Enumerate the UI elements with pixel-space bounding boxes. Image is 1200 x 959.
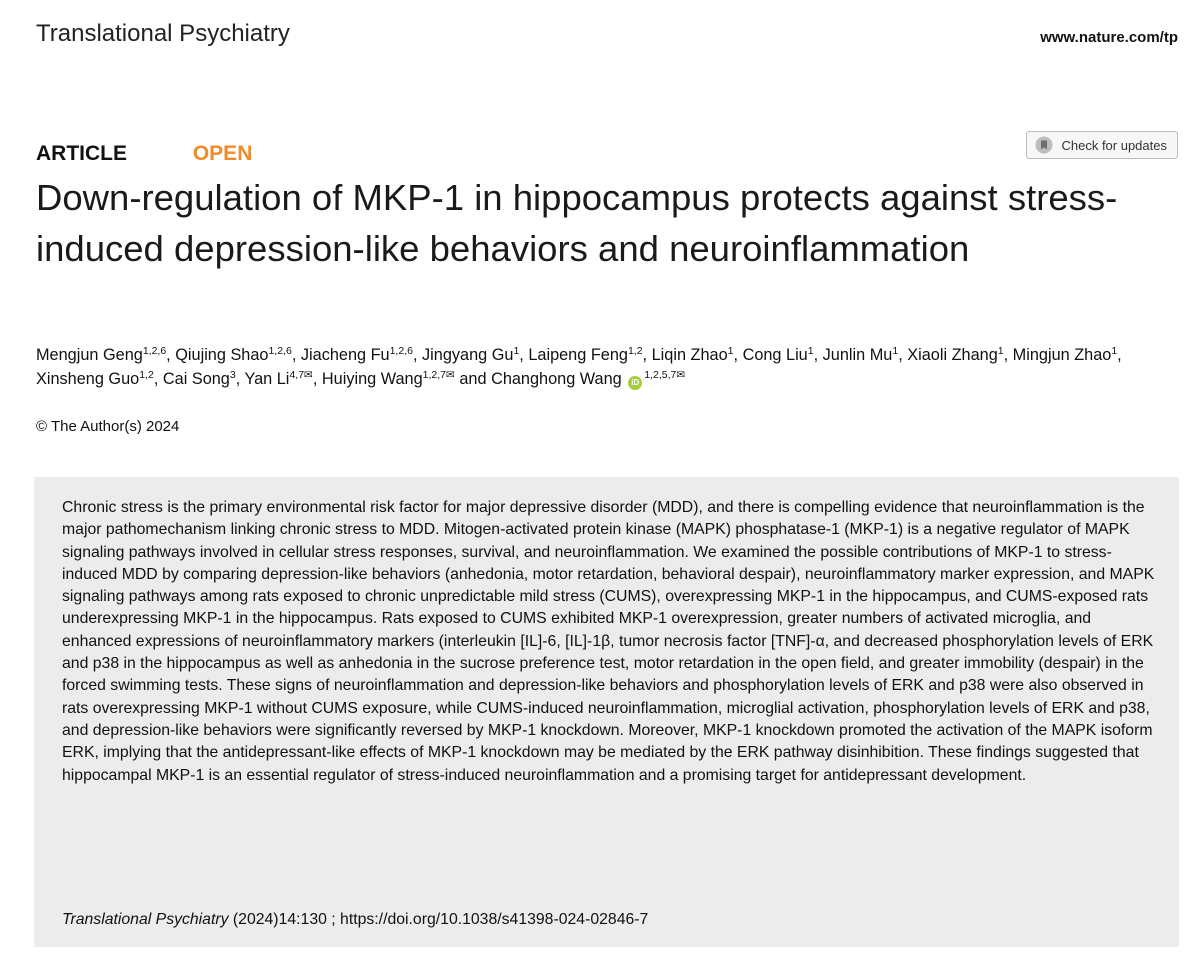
author[interactable]: Laipeng Feng$^{1,2}$ [528, 345, 643, 364]
author[interactable]: Xiaoli Zhang$^1$ [907, 345, 1004, 364]
citation-details[interactable]: (2024)14:130 ; https://doi.org/10.1038/s41398-024-02846-7 [228, 911, 649, 928]
orcid-icon[interactable]: iD [628, 376, 642, 390]
author[interactable]: Cong Liu$^1$ [742, 345, 814, 364]
author[interactable]: Junlin Mu$^1$ [822, 345, 899, 364]
article-type-row [36, 142, 252, 166]
journal-url-link[interactable]: www.nature.com/tp [1040, 29, 1178, 46]
article-title: Down-regulation of MKP-1 in hippocampus protects against stress-induced depression-like behaviors and neuroinflammation [36, 177, 1118, 269]
email-icon[interactable]: ✉ [676, 369, 686, 381]
author[interactable]: Xinsheng Guo$^{1,2}$ [36, 369, 154, 388]
email-icon[interactable]: ✉ [304, 369, 313, 381]
author[interactable]: Huiying Wang$^{1,2,7✉}$ [321, 369, 455, 388]
abstract-box [34, 477, 1179, 947]
author[interactable]: Yan $Li^{4,7✉}$ [244, 369, 313, 388]
check-for-updates-button[interactable] [1026, 131, 1178, 159]
author[interactable]: Qiujing Shao$^{1,2,6}$ [175, 345, 292, 364]
citation-journal: Translational Psychiatry [62, 911, 229, 928]
abstract-text: Chronic stress is the primary environmental risk factor for major depressive disorder (MDD), and there is compelling evidence that neuroinflammation is the major pathomechanism linking chronic stress to MDD. Mitogen-activated protein kinase (MAPK) phosphatase-1 (MKP-1) is a negative regulator of MAPK signaling pathways involved in cellular stress responses, survival, and neuroinflammation. We examined the possible contributions of MKP-1 to stress-induced MDD by comparing depression-like behaviors (anhedonia, motor retardation, behavioral despair), neuroinflammatory marker expression, and MAPK signaling pathways among rats exposed to chronic unpredictable mild stress (CUMS), overexpressing MKP-1 in the hippocampus, and CUMS-exposed rats underexpressing MKP-1 in the hippocampus. Rats exposed to CUMS exhibited MKP-1 overexpression, greater numbers of activated microglia, and enhanced expressions of neuroinflammatory markers (interleukin [IL]-6, [IL]-1β, tumor necrosis factor [TNF]-α, and decreased phosphorylation levels of ERK and p38 in the hippocampus as well as anhedonia in the sucrose preference test, motor retardation in the open field, and greater immobility (despair) in the forced swimming tests. These signs of neuroinflammation and depression-like behaviors and phosphorylation levels of ERK and p38 were also observed in rats overexpressing MKP-1 without CUMS exposure, while CUMS-induced neuroinflammation, microglial activation, phosphorylation levels of ERK and p38, and depression-like behaviors were significantly reversed by MKP-1 knockdown. Moreover, MKP-1 knockdown promoted the activation of the MAPK isoform ERK, implying that the antidepressant-like effects of MKP-1 knockdown may be mediated by the ERK pathway disinhibition. These findings suggested that hippocampal MKP-1 is an essential regulator of stress-induced neuroinflammation and a promising target for antidepressant development. [62, 499, 1155, 784]
bookmark-check-icon [1035, 136, 1053, 154]
author[interactable]: Changhong Wang $iD^{1,2,5,7✉}$ [491, 369, 686, 388]
copyright-notice: © The Author(s) 2024 [36, 418, 180, 435]
citation-line [62, 911, 648, 929]
author[interactable]: Jiacheng Fu$^{1,2,6}$ [300, 345, 413, 364]
author[interactable]: Cai Song$^3$ [162, 369, 236, 388]
email-icon[interactable]: ✉ [446, 369, 455, 381]
author-list: Mengjun Geng$^{1,2,6}$, Qiujing Shao$^{1,2,6}$, Jiacheng Fu$^{1,2,6}$, Jingyang Gu$^1$, Laipeng Feng$^{1,2}$, Liqin Zhao$^1$, Cong Liu$^1$, Junlin Mu$^1$, Xiaoli Zhang$^1$, Mingjun Zhao$^1$, Xinsheng Guo$^{1,2}$, Cai Song$^3$, Yan $Li^{4,7✉}$, Huiying Wang$^{1,2,7✉}$ and Changhong Wang $iD^{1,2,5,7✉}$ [36, 345, 1122, 388]
author[interactable]: Jingyang Gu$^1$ [422, 345, 520, 364]
author[interactable]: Liqin Zhao$^1$ [651, 345, 734, 364]
article-type-label: ARTICLE [36, 142, 127, 165]
open-access-label: OPEN [192, 142, 253, 165]
check-for-updates-label: Check for updates [1061, 137, 1167, 153]
author[interactable]: Mengjun Geng$^{1,2,6}$ [36, 345, 167, 364]
journal-name: Translational Psychiatry [36, 20, 290, 47]
author[interactable]: Mingjun Zhao$^1$ [1012, 345, 1118, 364]
